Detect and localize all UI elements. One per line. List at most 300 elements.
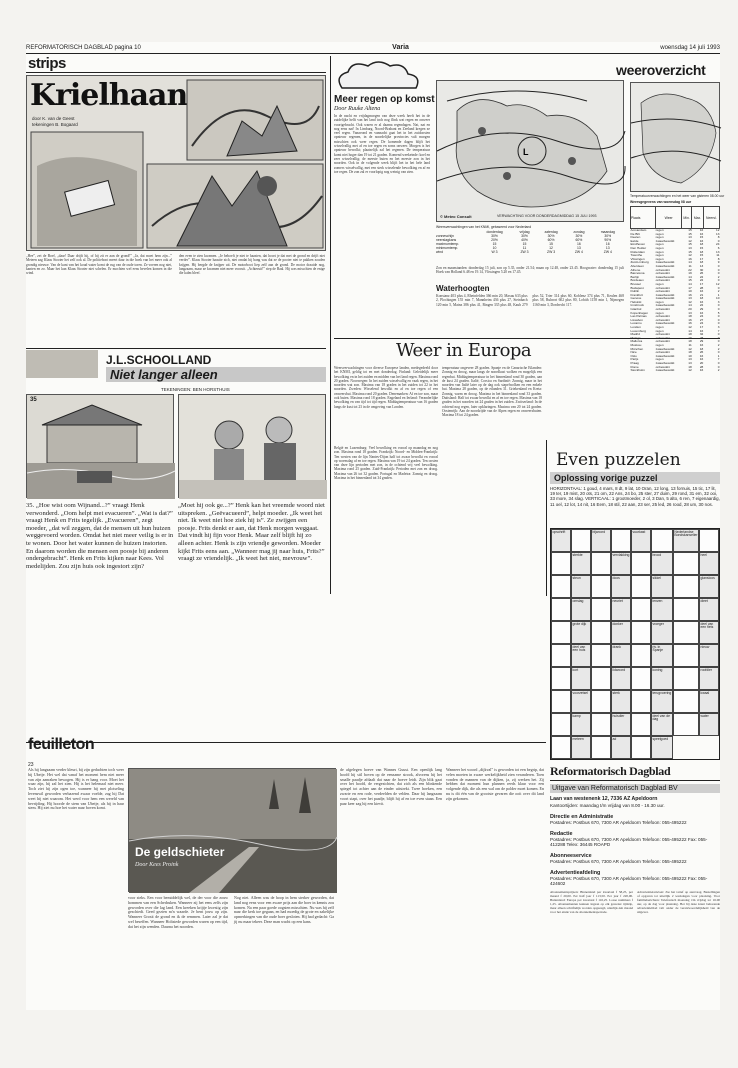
- schoolland-text-right: „Moet hij ook ge...?” Henk kan het vreemde woord niet uitspreken. „Geëvacueerd”, helpt moeder. „Ik weet het niet. Ik weet niet hoe ziek hij is”. Ze zwijgen een poosje. Frits denkt er aan, dat Henk morgen weggaat. Dat vindt hij fijn voor Henk. Maar zelf blijft hij zo alleen achter. Henk is zijn vriendje geworden. Moeder kijkt Frits eens aan. „Wanneer mag jij naar huis, Frits?” vraagt ze vriendelijk. „Ik weet het niet, mevrouw”.: [178, 502, 325, 563]
- world-cell: Bordeaux: [630, 278, 644, 283]
- world-cell: zwaarbewolkt: [655, 260, 675, 265]
- forecast-cell: 15: [492, 242, 497, 246]
- world-cell: onbewolkt: [655, 339, 670, 344]
- crossword-answer-cell[interactable]: [673, 621, 699, 644]
- world-cell: 7: [717, 328, 720, 333]
- world-cell: 18: [688, 339, 692, 344]
- world-cell: 10: [688, 353, 692, 358]
- world-cell: zwaarbewolkt: [655, 368, 675, 373]
- world-cell: onbewolkt: [655, 289, 670, 294]
- world-cell: 17: [688, 285, 692, 290]
- world-cell: zwaarbewolkt: [655, 296, 675, 301]
- crossword-clue-cell: speelgoed: [651, 736, 673, 759]
- world-cell: Amsterdam: [630, 228, 647, 232]
- world-cell: 21: [699, 292, 704, 297]
- crossword-clue-cell: heel: [699, 552, 719, 575]
- world-cell: onbewolkt: [655, 278, 670, 283]
- world-cell: Praag: [630, 360, 639, 365]
- forecast-cell: 11: [522, 246, 527, 250]
- world-cell: 14: [688, 281, 692, 286]
- feuilleton-title: feuilleton: [28, 736, 95, 753]
- world-cell: Barcelona: [630, 271, 645, 276]
- crossword-answer-cell[interactable]: [631, 690, 651, 713]
- world-cell: regen: [655, 231, 664, 236]
- forecast-table: [436, 230, 624, 254]
- world-cell: 12: [688, 299, 692, 304]
- feuilleton-author: Door Kees Proink: [135, 862, 179, 868]
- world-cell: 1: [717, 292, 720, 297]
- weather-map-drawing: [437, 81, 625, 223]
- crossword-clue-cell: neuriet: [611, 598, 631, 621]
- world-cell: regen: [655, 256, 664, 261]
- world-cell: Oslo: [630, 353, 637, 358]
- world-cell: 27: [699, 317, 704, 322]
- schoolland-number: 35: [30, 397, 37, 403]
- krielhaan-text-left: „Hee”, zei de Boef, „daar! Daar drijft hij, of hij zit er aan de grond!” „Ja, dat moet hem zijn...” Meteen zag Klaas Stooter het zelf ook al. De politieboot meert daar in die hoek van het meer ook al grondig nieuwe. Van de kant van het koud water komt de rug van de oude toren. Ze voeren nog niet, kanten en zo. Maar het kan Klaas Stooter niet schelen. Er mochten wel eens bevelen komen in die wind.: [26, 254, 172, 276]
- world-cell: 13: [699, 263, 704, 268]
- world-cell: 16: [699, 353, 704, 358]
- world-cell: 18: [699, 346, 704, 351]
- newspaper-page: [26, 42, 725, 1010]
- world-cell: Vlissingen: [630, 256, 645, 261]
- world-cell: onbewolkt: [655, 314, 670, 319]
- world-cell: 12: [688, 346, 692, 351]
- krielhaan-text-right: den even te zien kwamen. „Je behoeft je niet te haasten, dat hoort je dat met de grond en drijft niet verder”. Klaas Stooter haastte zich, niet omdat hij bang was dat ze de pooter niet te pakken zouden krijgen. Hij bergde de knijper uit. De motorboot liep zelf aan de grond. De motor draaide nog, langzaam, maar ze kwamen niet meer vooruit. „Achteruit!” riep de Baal. Hij was misschien de enige die kalm bleef.: [179, 254, 325, 276]
- varia-body: In de nacht en vrijdagmorgen van deze week heeft het in de zuidelijke helft van het land toch nog flink wat regen en onweer voortgebracht. Ook waren er al daarna regendagen. Nat, nat en nog eens nat! In Limburg, Noord-Brabant en Zeeland kregen ze veel regen. Vanavond en vannacht gaat het in het zuidoosten opnieuw regenen, in de noordelijke provincies valt morgen misschien ook weer regen. De komende dagen blijft het wisselvallig met af en toe regen en soms onweer. Morgen is het opnieuw bewolkt; plaatselijk zal het regenen. De temperatuur komt niet hoger dan 19 tot 21 graden. Komend weekeinde: koel en zeer wisselvallig; de meeste buien en het meeste zon in het noorden. Ook in de volgende week blijft het in het hele land zomers wisselvallig, met een sterk wisselende bewolking en af en toe regen. De zon zal er voorlopig nog weinig van zien.: [334, 114, 431, 174]
- forecast-day: vrijdag: [519, 230, 530, 234]
- world-cell: 13: [688, 360, 692, 365]
- forecast-cell: 30%: [491, 234, 498, 238]
- sun-moon-text: Zon en maanstanden: donderdag 15 juli, zon op 5.35, onder 21.54; maan op 12.48, onder 23.45. Hoogwater: donderdag 15 juli Hoek van Holland 6.48 en 19.14, Vlissingen 5.20 en 17.45.: [436, 266, 624, 275]
- world-cell: 11: [688, 263, 692, 268]
- world-cell: 22: [699, 303, 704, 308]
- world-cell: 22: [699, 274, 704, 279]
- crossword-clue-cell: Nederlandse Bondskanselier: [673, 529, 699, 552]
- world-cell: 24: [699, 321, 704, 326]
- world-cell: 29: [699, 339, 704, 344]
- weather-map: [436, 80, 624, 222]
- world-cell: 0: [717, 285, 720, 290]
- world-cell: Mallorca: [630, 339, 643, 344]
- world-cell: München: [630, 346, 644, 351]
- crossword-clue-cell: omslag: [571, 598, 591, 621]
- varia-byline: Door Ruuke Altena: [334, 106, 381, 112]
- schoolland-drawing-2: [179, 395, 327, 499]
- schoolland-author: J.L.SCHOOLLAND: [106, 353, 212, 367]
- world-cell: 18: [699, 260, 704, 265]
- crossword-answer-cell[interactable]: [631, 667, 651, 690]
- crossword-answer-cell[interactable]: [571, 529, 591, 552]
- forecast-cell: ZW 3: [547, 250, 556, 254]
- forecast-cell: W 3: [491, 250, 498, 254]
- crossword-clue-cell: deel van een fiets: [699, 621, 719, 644]
- world-cell: zwaarbewolkt: [655, 353, 675, 358]
- crossword-clue-cell: sikkel: [651, 575, 673, 598]
- crossword-clue-cell: terugvoering: [651, 690, 673, 713]
- world-cell: 0: [717, 314, 720, 319]
- world-cell: onbewolkt: [655, 271, 670, 276]
- crossword-answer-cell[interactable]: [673, 667, 699, 690]
- world-cell: 24: [699, 314, 704, 319]
- world-cell: regen: [655, 343, 664, 347]
- world-cell: 30: [699, 267, 704, 272]
- feuilleton-col-4: de afgelegen hoeve van Wannes Guust. Een openlijk lang hoofd hij stil boven op de eenzame strook, alvorens hij het smalle paadje afdaalt dat naar de hoeve leidt. Zijn blik gaat over het hoofd, de vergezichten, dat zich als een blinkende spiegel tot achter aan de einder uitstrekt. Twee hoeken, een zwarte en een rode, verdeelden de velden. Daar hij langzaam voort stapt, over het paadje, blijft hij af en toe even staan. Een paar keer zag hij een kievit.: [340, 767, 442, 806]
- forecast-cell: 90%: [604, 238, 612, 242]
- crossword-clue-cell: steun: [571, 575, 591, 598]
- world-cell: 0: [717, 332, 720, 337]
- crossword-answer-cell[interactable]: [551, 598, 571, 621]
- world-row: [631, 369, 720, 373]
- world-cell: 13: [688, 296, 692, 301]
- crossword-answer-cell[interactable]: [591, 690, 611, 713]
- rd-dir-text: Postadres: Postbus 670, 7300 AR Apeldoorn Telefoon: 055-495222: [550, 820, 687, 825]
- world-cell: regen: [655, 249, 664, 254]
- europa-col-1: Weersverwachtingen voor diverse Europese landen, medegedeeld door het KNMI, geldig tot en met donderdag. Finland: Geleidelijk meer bewolking en in het zuiden en midden van het land regen. Maxima rond 20 graden. Noorwegen: In het zuiden wisselvallig en vaak regen, in het noorden wat zon. Maxima van 18 graden in het zuiden tot 22 in het noorden. Zweden: Wisselend bewolkt en af en toe regen of een onweersbui. Maxima rond 20 graden. Denemarken: Af en toe zon, maar ook buien. Maxima rond 18 graden. Engeland en Ierland: Veranderlijke bewolking en van tijd tot tijd regen. Middagtemperatuur van 16 graden langs de kust tot 23 in de omgeving van Londen.: [334, 366, 438, 409]
- world-cell: 17: [699, 256, 704, 261]
- world-cell: Stockholm: [630, 368, 645, 373]
- world-cell: 0: [717, 339, 720, 344]
- world-cell: Genève: [630, 296, 642, 301]
- world-cell: 20: [699, 360, 704, 365]
- world-cell: 12: [716, 281, 720, 286]
- world-cell: 18: [699, 296, 704, 301]
- world-cell: 12: [688, 238, 692, 243]
- crossword-answer-cell[interactable]: [551, 552, 571, 575]
- world-cell: 16: [699, 289, 704, 294]
- waterhoogten-title: Waterhoogten: [436, 284, 490, 293]
- crossword-clue-cell: huisdier: [611, 713, 631, 736]
- rd-abo-text: Postadres: Postbus 670, 7300 AR Apeldoorn Telefoon: 055-495222: [550, 859, 687, 864]
- europa-col-2: België en Luxemburg: Veel bewolking en vooral op maandag en nog zon. Maxima rond 18 graden. Frankrijk: Noord- en Midden-Frankrijk: Ten westen van de lijn Nantes-Dijon half tot zwaar bewolkt en vooral op woensdag af en toe regen. Maxima van 19 tot 24 graden. Ten oosten van deze lijn perioden met zon, in de ochtend vrij veel bewolking. Maxima rond 25 graden. Zuid-Frankrijk: Perioden met zon en droog. Maxima van 26 tot 32 graden. Portugal en Madeira: Zonnig en droog. Maxima in het binnenland tot 34 graden.: [334, 446, 438, 481]
- world-cell: De Bilt: [630, 231, 640, 236]
- crossword-answer-cell[interactable]: [631, 621, 651, 644]
- forecast-row-label: zonneschijn: [436, 234, 454, 238]
- world-cell: 14: [688, 328, 692, 333]
- world-cell: regen: [655, 328, 664, 333]
- world-cell: regen: [655, 325, 664, 330]
- world-cell: Eelde: [630, 238, 639, 243]
- forecast-cell: 15: [549, 242, 553, 246]
- world-cell: 0: [717, 317, 720, 322]
- world-cell: regen: [655, 357, 664, 362]
- world-cell: 13: [688, 310, 692, 315]
- world-cell: Twenthe: [630, 253, 643, 258]
- world-cell: Rome: [630, 364, 639, 369]
- world-cell: Madrid: [630, 332, 640, 337]
- crossword-answer-cell[interactable]: [631, 713, 651, 736]
- world-cell: Locarno: [630, 321, 642, 326]
- world-cell: 0: [717, 364, 720, 369]
- world-cell: 15: [688, 278, 692, 283]
- crossword-clue-cell: vuurkast: [631, 529, 651, 552]
- world-cell: zwaarbewolkt: [655, 346, 675, 351]
- crossword-answer-cell[interactable]: [591, 621, 611, 644]
- crossword-answer-cell[interactable]: [651, 529, 673, 552]
- world-cell: 8: [717, 256, 720, 261]
- world-cell: 18: [699, 249, 704, 254]
- world-cell: 15: [699, 245, 704, 250]
- world-cell: Eindhoven: [630, 242, 646, 247]
- world-cell: 14: [688, 274, 692, 279]
- crossword-answer-cell[interactable]: [551, 621, 571, 644]
- crossword-answer-cell[interactable]: [673, 552, 699, 575]
- world-cell: 15: [699, 235, 704, 240]
- crossword-clue-cell: kort: [571, 667, 591, 690]
- world-cell: 1: [717, 353, 720, 358]
- world-cell: 0: [717, 321, 720, 326]
- world-cell: Athene: [630, 267, 641, 272]
- crossword-answer-cell[interactable]: [631, 598, 651, 621]
- schoolland-drawing-1: [27, 395, 175, 499]
- world-cell: 0: [717, 360, 720, 365]
- forecast-row-label: neerslagkans: [436, 238, 457, 242]
- world-cell: 16: [688, 292, 692, 297]
- crossword-answer-cell[interactable]: [631, 552, 651, 575]
- crossword-clue-cell: opschrift: [551, 529, 571, 552]
- crossword-grid[interactable]: [550, 528, 720, 760]
- rd-adv-title: Advertentieafdeling: [550, 870, 601, 876]
- world-cell: 18: [699, 242, 704, 247]
- world-cell: 2: [717, 368, 720, 373]
- world-cell: 16: [688, 317, 692, 322]
- world-cell: Lissabon: [630, 317, 643, 322]
- puzzel-sub: Oplossing vorige puzzel: [554, 473, 658, 483]
- schoolland-title: Niet langer alleen: [110, 367, 218, 382]
- rd-adv-text: Postadres: Postbus 670, 7300 AR Apeldoorn Telefoon: 055-495222 Fax: 055-424602: [550, 876, 708, 886]
- world-cell: 16: [699, 228, 704, 232]
- world-cell: 0: [717, 307, 720, 312]
- forecast-day: zaterdag: [544, 230, 558, 234]
- world-cell: Rotterdam: [630, 249, 645, 254]
- crossword-answer-cell[interactable]: [673, 575, 699, 598]
- world-cell: 16: [699, 368, 704, 373]
- feuilleton-number: 23: [28, 762, 34, 768]
- crossword-clue-cell: riv. in Spanje: [651, 644, 673, 667]
- world-cell: Deelen: [630, 235, 641, 240]
- world-cell: 15: [699, 253, 704, 258]
- crossword-clue-cell: deel van de dag: [651, 713, 673, 736]
- forecast-cell: 13: [577, 246, 581, 250]
- world-cell: Frankfurt: [630, 292, 643, 297]
- crossword-answer-cell[interactable]: [591, 552, 611, 575]
- crossword-answer-cell[interactable]: [631, 575, 651, 598]
- map-caption: VERWACHTING VOOR DONDERDAGMIDDAG 15 JULI 1993: [497, 214, 597, 218]
- world-cell: onbewolkt: [655, 307, 670, 312]
- krielhaan-credit-2: tekeningen B. Bogaard: [32, 122, 78, 127]
- world-header: Max.: [692, 207, 704, 229]
- world-cell: 16: [699, 231, 704, 236]
- world-cell: 16: [699, 299, 704, 304]
- world-cell: 13: [688, 235, 692, 240]
- forecast-cell: 20%: [491, 238, 498, 242]
- cloud-icon: [334, 58, 424, 92]
- crossword-clue-cell: meteen: [571, 736, 591, 759]
- world-header: Min.: [682, 207, 692, 229]
- banner-graphic: [26, 350, 98, 378]
- crossword-answer-cell[interactable]: [551, 667, 571, 690]
- rd-fine-right: Advertentietarieven: Zie het tarief op aanvraag. Bestellingen of opgaven tot uiterlijk 2 werkdagen voor plaatsing. Voor familieberichten: Telefonisch maandag t/m vrijdag tot 16.00 uur, op de dag voor plaatsing. Het bij deze krant behorende advertentieblad valt onder de verantwoordelijkheid van de uitgever.: [637, 890, 720, 914]
- varia-headline: Meer regen op komst: [334, 94, 435, 105]
- crossword-answer-cell[interactable]: [631, 644, 651, 667]
- schoolland-panel-1: [26, 394, 174, 498]
- feuilleton-photo-drawing: [129, 769, 337, 893]
- crossword-clue-cell: donker: [611, 621, 631, 644]
- crossword-answer-cell[interactable]: [591, 736, 611, 759]
- header-right: woensdag 14 juli 1993: [660, 44, 720, 51]
- svg-text:L: L: [523, 147, 529, 157]
- forecast-row-label: minimumtemp.: [436, 246, 459, 250]
- crossword-answer-cell[interactable]: [591, 644, 611, 667]
- forecast-cell: 40%: [521, 238, 528, 242]
- crossword-clue-cell: glansloos: [699, 575, 719, 598]
- crossword-answer-cell[interactable]: [551, 690, 571, 713]
- world-cell: 0: [717, 278, 720, 283]
- forecast-row-label: maximumtemp.: [436, 242, 460, 246]
- world-cell: regen: [655, 281, 664, 286]
- crossword-clue-cell: sterk: [611, 690, 631, 713]
- forecast-cell: 12: [549, 246, 553, 250]
- crossword-answer-cell[interactable]: [591, 713, 611, 736]
- world-cell: 16: [699, 343, 704, 347]
- rd-abo-title: Abonneeservice: [550, 853, 592, 859]
- crossword-clue-cell: lidwoord: [611, 667, 631, 690]
- world-cell: 0: [717, 238, 720, 243]
- strips-section-title: strips: [28, 55, 66, 72]
- world-cell: zwaarbewolkt: [655, 263, 675, 268]
- world-cell: Berlijn: [630, 274, 640, 279]
- forecast-day: maandag: [600, 230, 615, 234]
- crossword-answer-cell[interactable]: [551, 575, 571, 598]
- world-cell: Budapest: [630, 285, 644, 290]
- feuilleton-story-title: De geldschieter: [135, 845, 225, 859]
- world-cell: 17: [699, 325, 704, 330]
- forecast-cell: 30%: [521, 234, 528, 238]
- forecast-cell: ZW 4: [574, 250, 583, 254]
- world-caption: Temperatuurverwachtingen en het weer van gisteren 08.00 uur: [630, 194, 725, 198]
- world-cell: 26: [699, 350, 704, 355]
- forecast-cell: 16: [605, 242, 610, 246]
- crossword-answer-cell[interactable]: [591, 667, 611, 690]
- feuilleton-col-5: Wanneer het woord „dijkval” is geworden tot een begrip, dat velen moeten in zware werkelijkheid zien veranderen. Toen vonden de mannen van de dijken, ja, zij werken het. Zij hebben dat moment hun plannen reeds klaar voor een volgende dijk, die als een wal om de polder moet komen. En nu is dit één van de grootste gevaren die ooit over dit land zijn gekomen.: [446, 767, 544, 801]
- schoolland-text-left: 35. „Hoe wist oom Wijnand...?” vraagt Henk verwonderd. „Oom helpt met evacueren”. „Wat is dat?” vraagt Henk en Frits tegelijk. „Evacueren”, zegt moeder, „dat wil zeggen, dat de mensen uit hun huizen weggevoerd worden. Omdat het niet meer veilig is er in te wonen. Door het water kunnen de huizen instorten. En daarom worden die mensen een poosje bij anderen ondergebracht”. Henk en Frits kijken naar Kees. Vol medelijden. Zou zijn huis ook ingestort zijn?: [26, 502, 174, 570]
- crossword-answer-cell[interactable]: [673, 598, 699, 621]
- crossword-clue-cell: bijwoord: [591, 529, 611, 552]
- world-cell: zwaarbewolkt: [655, 292, 675, 297]
- world-cell: 2: [717, 343, 720, 347]
- world-cell: Moskou: [630, 343, 642, 347]
- forecast-cell: 15: [522, 242, 527, 246]
- world-cell: onbewolkt: [655, 267, 670, 272]
- world-cell: 10: [716, 296, 720, 301]
- crossword-answer-cell[interactable]: [673, 713, 699, 736]
- world-cell: Istanbul: [630, 307, 642, 312]
- world-cell: 20: [688, 307, 692, 312]
- world-cell: 29: [699, 307, 704, 312]
- page-header: [26, 42, 720, 54]
- crossword-clue-cell: roofdier: [699, 667, 719, 690]
- crossword-answer-cell[interactable]: [591, 575, 611, 598]
- world-cell: 13: [688, 357, 692, 362]
- world-cell: regen: [655, 253, 664, 258]
- world-cell: Dublin: [630, 289, 640, 294]
- world-cell: Helsinki: [630, 299, 642, 304]
- crossword-answer-cell[interactable]: [631, 736, 651, 759]
- world-cell: regen: [655, 299, 664, 304]
- crossword-answer-cell[interactable]: [699, 529, 719, 552]
- world-cell: 18: [688, 364, 692, 369]
- world-cell: 3: [717, 325, 720, 330]
- world-cell: Aberdeen: [630, 263, 644, 268]
- forecast-row: [436, 250, 624, 254]
- world-cell: 16: [699, 357, 704, 362]
- world-cell: 12: [688, 253, 692, 258]
- crossword-answer-cell[interactable]: [551, 713, 571, 736]
- world-cell: 7: [717, 357, 720, 362]
- krielhaan-comic: [26, 75, 326, 251]
- world-cell: 15: [688, 249, 692, 254]
- world-cell: regen: [655, 228, 664, 232]
- world-cell: onbewolkt: [655, 350, 670, 355]
- puzzel-solution: HORIZONTAAL: 1 goud, 4 mars, 8 dt, 9 lat, 10 Oran, 12 long, 13 fornuis, 15 tic, 17 lit, 19 ter, 19 mist, 20 ots, 21 om, 22 Ans, 24 bo, 25 ster, 27 duim, 29 rond, 31 em, 32 ooi, 33 more, 34 slag. VERTICAAL: 1 grootmoeder, 2 ol, 3 Dan, 5 alto, 6 ren, 7 eigenaardig, 11 oel, 12 lot, 14 nit, 16 Eem, 18 stil, 22 aan, 23 ser, 25 led, 26 rood, 28 um, 30 nos.: [550, 486, 720, 507]
- world-cell: Zuid-Limburg: [630, 260, 649, 265]
- crossword-clue-cell: ad: [611, 736, 631, 759]
- world-cell: 2: [717, 346, 720, 351]
- forecast-cell: 16: [577, 242, 581, 246]
- world-cell: 10: [688, 289, 692, 294]
- forecast-intro: Weersverwachtingen van het KNMI, gebaseerd voor Nederland: [436, 225, 532, 229]
- forecast-day: donderdag: [486, 230, 503, 234]
- world-sub: Weersgegevens van woensdag 08 uur: [630, 200, 692, 204]
- crossword-clue-cell: deel van een huis: [571, 644, 591, 667]
- crossword-answer-cell[interactable]: [591, 598, 611, 621]
- schoolland-credit: TEKENINGEN: BEN HORSTHUIS: [161, 387, 230, 392]
- world-cell: 15: [688, 231, 692, 236]
- world-cell: 0: [717, 303, 720, 308]
- crossword-answer-cell[interactable]: [611, 529, 631, 552]
- crossword-answer-cell[interactable]: [551, 644, 571, 667]
- crossword-answer-cell[interactable]: [673, 644, 699, 667]
- world-cell: zwaarbewolkt: [655, 321, 675, 326]
- world-cell: Kopenhagen: [630, 310, 649, 315]
- world-cell: 8: [717, 235, 720, 240]
- forecast-row-label: wind: [436, 250, 443, 254]
- europa-col-3: temperatuur ongeveer 28 graden. Spanje en de Canarische Eilanden: Zonnig en droog, maar langs de noordkust wolken en mogelijk een regenbui. Middagtemperatuur in het binnenland rond 30 graden, aan de kust 24 graden. Italië, Corsica en Sardinië: Zonnig, maar in het noorden van Italië later op de dag ook stapelwolken en een enkele bui. Maxima 28 graden, op de eilanden 31. Griekenland en Kreta: Zonnig, warm en droog. Maxima in het binnenland rond 33 graden. Duitsland: Half tot zwaar bewolkt en af en toe regen. Maxima van 18 graden in het noorden tot 24 graden in het zuiden. Zwitserland: In de ochtend nog regen, later opklaringen. Maxima van 20 tot 24 graden. Oostenrijk: Aan de noordzijde van de Alpen regen en onweersbuien. Maxima 18 tot 24 graden.: [442, 366, 542, 418]
- map-credit: © Meteo Consult: [440, 214, 472, 219]
- crossword-clue-cell: lenzen: [651, 598, 673, 621]
- waterhoogten-text: Konstanz 403 plus 4, Rheinfelden 366 min 20, Maxau 633 plus 2, Plochingen 155 min 7, Mannheim 436 plus 27, Steinbach 120 min 5, Mainz 386 plus 41, Bingen 335 plus 48, Kaub 279 plus 52, Trier 314 plus 60, Koblenz 374 plus 71, Keulen 468 plus 58, Ruhrort 602 plus 80, Lobith 1158 min 1, Nijmegen 1160 min 3, Dordrecht 117.: [436, 294, 624, 307]
- crossword-answer-cell[interactable]: [551, 736, 571, 759]
- world-cell: 13: [688, 245, 692, 250]
- forecast-day: zondag: [573, 230, 585, 234]
- world-cell: 2: [717, 274, 720, 279]
- rd-fine-left: Abonnementsprijzen: Binnenland per kwartaal f 58,25, per maand f 20,00. Per half jaar f 113,50. Per jaar f 220,00. Buitenland: Europa per kwartaal f 116,25. Losse nummers f 1,25. Abonnementen kunnen ingaan op elk gewenst tijdstip, maar alleen schriftelijk worden opgezegd, uiterlijk één maand voor het einde van de abonnementsperiode.: [550, 890, 633, 914]
- world-cell: 16: [699, 238, 704, 243]
- crossword-clue-cell: drank: [611, 644, 631, 667]
- forecast-cell: ZW 3: [520, 250, 529, 254]
- europe-map: [630, 82, 720, 192]
- crossword-clue-cell: dieet: [699, 598, 719, 621]
- world-cell: 18: [688, 350, 692, 355]
- world-cell: Brussel: [630, 281, 641, 286]
- europa-title: Weer in Europa: [396, 340, 532, 361]
- forecast-cell: ZW 4: [603, 250, 612, 254]
- world-cell: onbewolkt: [655, 285, 670, 290]
- world-cell: 22: [688, 267, 692, 272]
- crossword-clue-cell: brood: [651, 552, 673, 575]
- crossword-answer-cell[interactable]: [673, 690, 699, 713]
- crossword-clue-cell: vroeger: [651, 621, 673, 644]
- world-cell: 16: [688, 256, 692, 261]
